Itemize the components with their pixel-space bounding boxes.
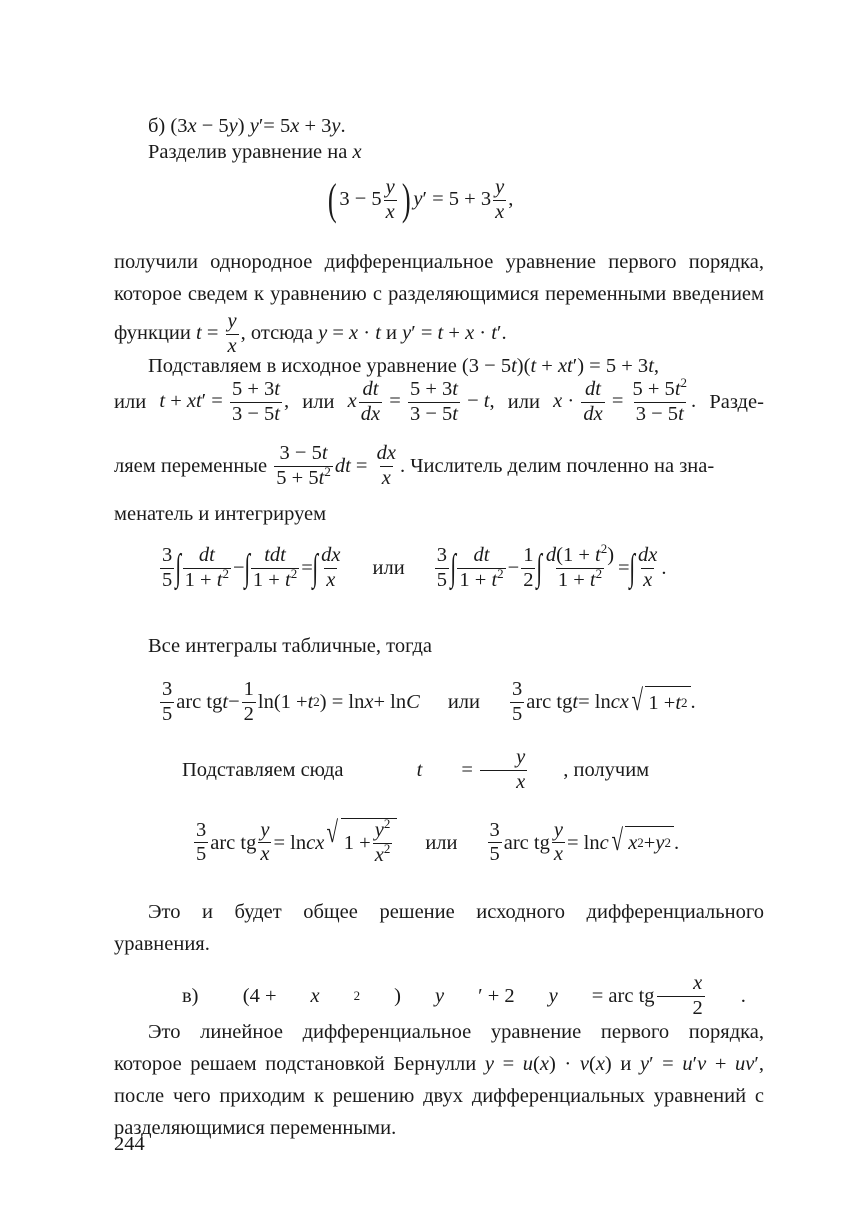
- substitute-paragraph: Подставляем в исходное уравнение (3 − 5t)(t + xt′) = 5 + 3t,: [148, 355, 660, 377]
- item-b-equation: б) (3x − 5y) y′= 5x + 3y.: [148, 115, 346, 137]
- integrate-text: менатель и интегрируем: [114, 503, 327, 525]
- tabular-text: Все интегралы табличные, тогда: [148, 635, 432, 657]
- general-solution-text: Это и будет общее решение исходного дифференциального уравнения.: [114, 901, 764, 955]
- equation-transform-row: или t + xt′ = $\frac{5 + 3t}{3 - 5t}$ , или x $\frac{dt}{dx}$ = $\frac{5 + 3t}{3 - 5t}$ − t, или x · $\frac{dt}{dx}$ = $\frac{5 + 5t^2}{3 - 5t}$ . Разде-: [114, 375, 764, 425]
- or-word-3: или: [507, 391, 540, 414]
- or-word-6: или: [425, 831, 458, 854]
- divide-text: Разделив уравнение на x: [148, 141, 362, 163]
- equation-general-solution: 3 5 arc tg y x = ln cx √ 1 + $y^2$ $x^2$ или 3 5 arc tg y x = ln c √ x 2 + y 2 .: [196, 816, 680, 866]
- or-word-4: или: [372, 557, 405, 580]
- separate-word: Разде-: [709, 391, 764, 414]
- item-v-equation: в) (4 + x 2 ) y ′ + 2 y = arc tg x 2 .: [182, 972, 746, 1019]
- or-word-5: или: [447, 691, 480, 714]
- equation-arctan: 3 5 arc tg t − 1 2 ln(1 + t 2 ) = ln x + ln C или 3 5 arc tg t = ln cx √ 1 + t 2 .: [162, 678, 696, 725]
- substitute-back-row: Подставляем сюда t = y x , получим: [182, 746, 650, 793]
- or-word-1: или: [114, 391, 147, 414]
- equation-integrals: 3 5 ∫ dt $1 + t^2$ − ∫ tdt $1 + t^2$ = ∫ dx x или 3 5 ∫ dt $1 + t^2$ − 1 2 ∫ $d(1 + t^2)$ $1 + t^2$ = ∫ dx x .: [162, 541, 667, 591]
- separate-variables-row: ляем переменные 3 − 5t $5 + 5t^2$ dt = dx x . Числитель делим почленно на зна-: [114, 442, 715, 489]
- bernoulli-paragraph: Это линейное дифференциальное уравнение первого порядка, которое решаем подстановкой Бернулли y = u(x) · v(x) и y′ = u′v + uv′, после чего приходим к решению двух дифференциальных уравнений с разделяющимися переменными.: [114, 1021, 764, 1139]
- or-word-2: или: [302, 391, 335, 414]
- equation-homogeneous: ( 3 − 5 $\frac{y}{x}$ ) y′ = 5 + 3 $\frac{y}{x}$ ,: [327, 175, 514, 225]
- page-number: 244: [114, 1133, 145, 1155]
- homogeneous-paragraph: получили однородное дифференциальное уравнение первого порядка, которое сведем к уравнению с разделяющимися переменными введением функции t = $\frac{y}{x}$ , отсюда y = x · t и y′ = t + x · t′.: [114, 251, 764, 357]
